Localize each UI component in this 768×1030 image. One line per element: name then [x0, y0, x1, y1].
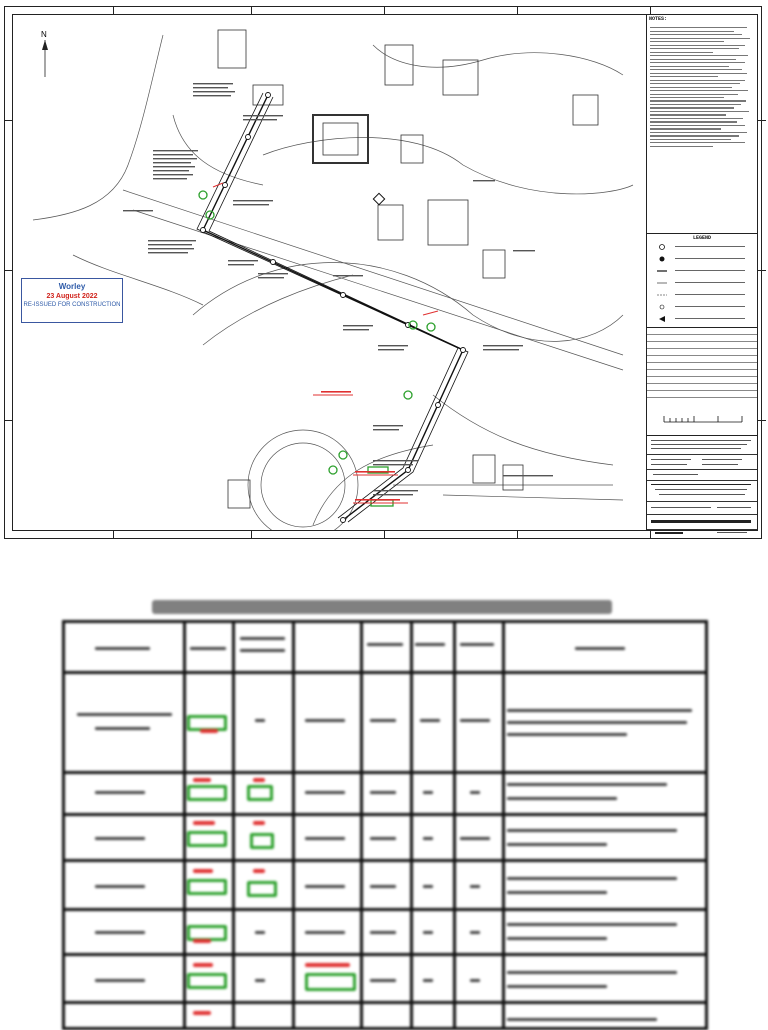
- blurred-table-region: [0, 550, 768, 1024]
- border-tick: [384, 6, 385, 14]
- scale-bar: [662, 410, 744, 430]
- pole: [461, 348, 466, 353]
- border-tick: [251, 531, 252, 539]
- title-block: [647, 435, 757, 531]
- border-tick: [384, 531, 385, 539]
- table-frame: [62, 620, 708, 1030]
- north-label: N: [41, 30, 47, 39]
- pole: [341, 293, 346, 298]
- site-plan: [13, 15, 645, 530]
- reference-drawings: [647, 327, 757, 398]
- pole: [246, 135, 251, 140]
- substation: [313, 115, 368, 163]
- border-tick: [4, 420, 12, 421]
- stamp-status: RE-ISSUED FOR CONSTRUCTION: [23, 302, 121, 308]
- power-line-route: [203, 95, 463, 520]
- pole: [436, 403, 441, 408]
- notes-column: [646, 15, 757, 530]
- notes-text: [650, 25, 755, 230]
- border-tick: [4, 120, 12, 121]
- blurred-table-title: [152, 600, 612, 614]
- border-tick: [758, 270, 766, 271]
- pole: [201, 228, 206, 233]
- border-tick: [650, 6, 651, 14]
- border-tick: [251, 6, 252, 14]
- border-tick: [4, 270, 12, 271]
- blurred-table: [62, 600, 710, 1030]
- pole: [406, 468, 411, 473]
- structure: [218, 30, 246, 68]
- pole: [341, 518, 346, 523]
- border-tick: [758, 120, 766, 121]
- border-tick: [758, 420, 766, 421]
- border-tick: [113, 6, 114, 14]
- stamp-organization: Worley: [58, 282, 86, 291]
- stamp-date: 23 August 2022: [46, 293, 98, 300]
- transformer-symbol: [373, 193, 384, 204]
- border-tick: [113, 531, 114, 539]
- border-tick: [517, 531, 518, 539]
- issue-stamp: [21, 278, 123, 323]
- north-arrow: [41, 30, 48, 77]
- pole: [266, 93, 271, 98]
- border-tick: [517, 6, 518, 14]
- pole: [271, 260, 276, 265]
- notes-heading: NOTES:: [649, 16, 668, 22]
- legend: [647, 233, 757, 326]
- markup-circle: [199, 191, 207, 199]
- road-edge: [33, 35, 163, 220]
- legend-heading: LEGEND: [692, 235, 711, 241]
- pole: [223, 183, 228, 188]
